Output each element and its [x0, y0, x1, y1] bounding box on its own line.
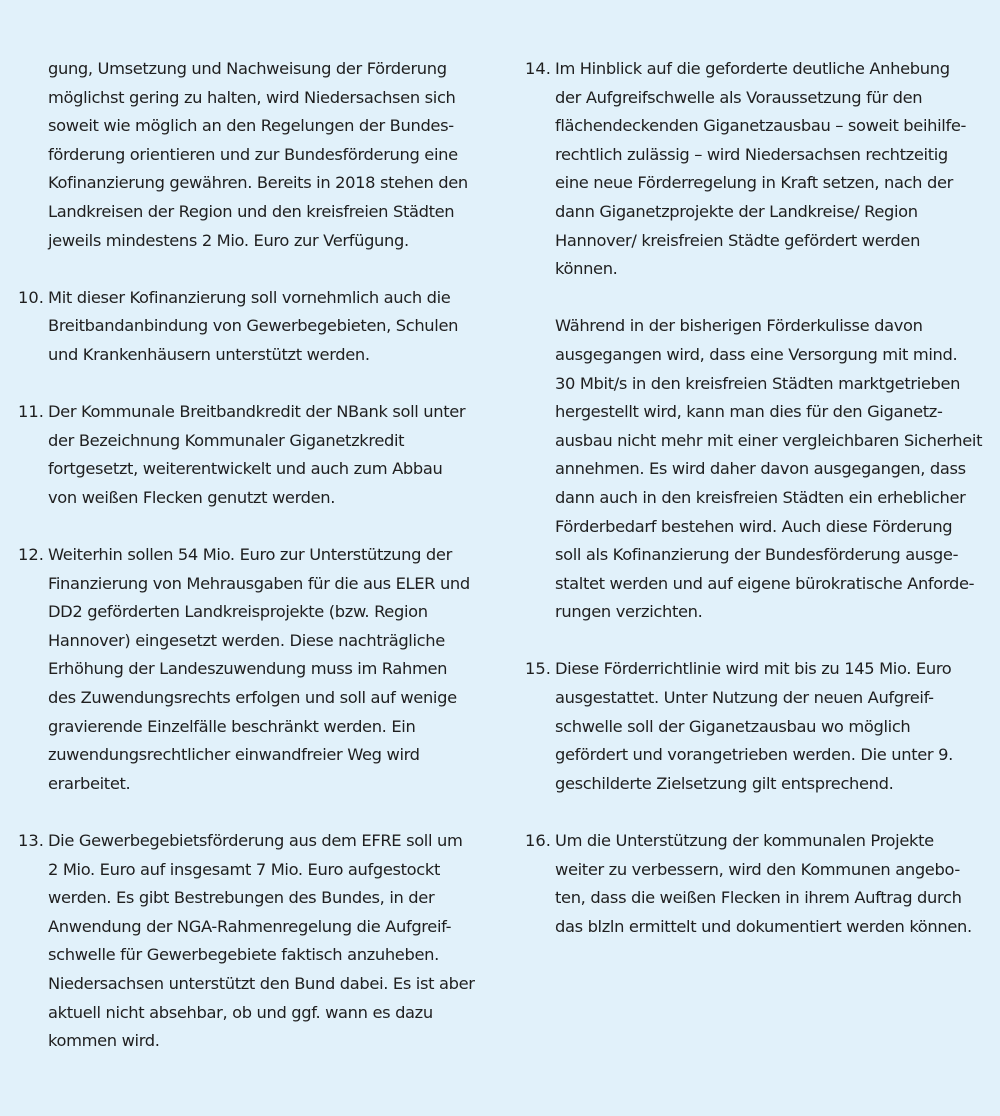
text-line: das blzln ermittelt und dokumentiert werden können. — [555, 916, 972, 936]
item-body — [48, 398, 488, 512]
item-number: 16. — [525, 831, 551, 851]
text-line: 2 Mio. Euro auf insgesamt 7 Mio. Euro aufgestockt — [48, 859, 440, 879]
list-item — [18, 284, 488, 370]
text-line: Die Gewerbegebietsförderung aus dem EFRE soll um — [48, 831, 463, 851]
text-line: weiter zu verbessern, wird den Kommunen angebo- — [555, 859, 960, 879]
text-line: ausgestattet. Unter Nutzung der neuen Aufgreif- — [555, 688, 934, 708]
item-number: 14. — [525, 59, 551, 78]
item-number: 10. — [18, 287, 44, 307]
text-line: gravierende Einzelfälle beschränkt werden. Ein — [48, 716, 416, 736]
text-line: dann Giganetzprojekte der Landkreise/ Region — [555, 201, 918, 221]
text-line: Landkreisen der Region und den kreisfreien Städten — [48, 201, 455, 221]
text-line: Der Kommunale Breitbandkredit der NBank soll unter — [48, 402, 466, 422]
paragraph — [555, 655, 995, 798]
item-number: 15. — [525, 659, 551, 679]
text-line: können. — [555, 259, 618, 279]
list-item — [525, 655, 995, 798]
item-body — [48, 284, 488, 370]
text-line: förderung orientieren und zur Bundesförderung eine — [48, 144, 458, 164]
paragraph — [48, 398, 488, 512]
text-line: eine neue Förderregelung in Kraft setzen, nach der — [555, 173, 953, 193]
text-line: der Bezeichnung Kommunaler Giganetzkredit — [48, 430, 405, 450]
list-item — [18, 55, 488, 255]
text-line: staltet werden und auf eigene bürokratische Anforde- — [555, 573, 975, 593]
text-line: aktuell nicht absehbar, ob und ggf. wann es dazu — [48, 1002, 433, 1022]
text-line: rungen verzichten. — [555, 602, 703, 622]
paragraph — [48, 284, 488, 370]
text-line: soweit wie möglich an den Regelungen der Bundes- — [48, 116, 454, 136]
paragraph — [48, 827, 488, 1056]
item-number: 11. — [18, 402, 44, 422]
text-line: von weißen Flecken genutzt werden. — [48, 487, 336, 507]
list-item — [18, 541, 488, 798]
text-line: ten, dass die weißen Flecken in ihrem Auftrag durch — [555, 888, 962, 908]
list-item — [525, 827, 995, 941]
text-line: ausbau nicht mehr mit einer vergleichbaren Sicherheit — [555, 430, 983, 450]
item-number: 13. — [18, 831, 44, 851]
paragraph-gap — [555, 284, 995, 313]
item-body — [555, 655, 995, 798]
text-line: Niedersachsen unterstützt den Bund dabei. Es ist aber — [48, 974, 475, 993]
left-column — [18, 55, 488, 1084]
paragraph — [48, 55, 488, 255]
text-line: 30 Mbit/s in den kreisfreien Städten marktgetrieben — [555, 373, 961, 393]
text-line: zuwendungsrechtlicher einwandfreier Weg wird — [48, 745, 420, 765]
text-line: des Zuwendungsrechts erfolgen und soll auf wenige — [48, 688, 457, 708]
text-line: soll als Kofinanzierung der Bundesförderung ausge- — [555, 545, 959, 565]
list-item — [525, 55, 995, 627]
text-line: geschilderte Zielsetzung gilt entsprechend. — [555, 773, 894, 793]
right-column — [525, 55, 995, 970]
item-body — [48, 827, 488, 1056]
item-number — [18, 55, 48, 255]
text-line: werden. Es gibt Bestrebungen des Bundes, in der — [48, 888, 435, 908]
text-line: Weiterhin sollen 54 Mio. Euro zur Unterstützung der — [48, 545, 452, 565]
text-line: Erhöhung der Landeszuwendung muss im Rahmen — [48, 659, 448, 679]
text-line: erarbeitet. — [48, 773, 131, 793]
text-line: Hannover) eingesetzt werden. Diese nachträgliche — [48, 630, 445, 650]
text-line: Kofinanzierung gewähren. Bereits in 2018 stehen den — [48, 173, 468, 193]
text-line: der Aufgreifschwelle als Voraussetzung für den — [555, 87, 923, 107]
text-line: ausgegangen wird, dass eine Versorgung mit mind. — [555, 344, 958, 364]
list-item — [18, 827, 488, 1056]
item-number: 12. — [18, 545, 44, 565]
text-line: Hannover/ kreisfreien Städte gefördert werden — [555, 230, 921, 250]
text-line: Während in der bisherigen Förderkulisse davon — [555, 316, 923, 336]
list-item — [18, 398, 488, 512]
text-line: kommen wird. — [48, 1031, 160, 1051]
text-line: Anwendung der NGA-Rahmenregelung die Aufgreif- — [48, 916, 452, 936]
text-line: gung, Umsetzung und Nachweisung der Förderung — [48, 59, 447, 78]
text-line: Um die Unterstützung der kommunalen Projekte — [555, 831, 934, 851]
paragraph — [48, 541, 488, 798]
text-line: und Krankenhäusern unterstützt werden. — [48, 344, 370, 364]
text-line: Förderbedarf bestehen wird. Auch diese Förderung — [555, 516, 953, 536]
paragraph — [555, 312, 995, 627]
item-body — [555, 827, 995, 941]
text-line: hergestellt wird, kann man dies für den Giganetz- — [555, 402, 943, 422]
text-line: Finanzierung von Mehrausgaben für die aus ELER und — [48, 573, 470, 593]
text-line: schwelle für Gewerbegebiete faktisch anzuheben. — [48, 945, 439, 965]
paragraph — [555, 55, 995, 284]
item-body — [48, 55, 488, 255]
text-line: DD2 geförderten Landkreisprojekte (bzw. Region — [48, 602, 428, 622]
text-line: Im Hinblick auf die geforderte deutliche Anhebung — [555, 59, 950, 78]
item-body — [555, 55, 995, 627]
text-line: schwelle soll der Giganetzausbau wo möglich — [555, 716, 911, 736]
text-line: flächendeckenden Giganetzausbau – soweit beihilfe- — [555, 116, 967, 136]
text-line: Diese Förderrichtlinie wird mit bis zu 145 Mio. Euro — [555, 659, 952, 679]
text-line: Breitbandanbindung von Gewerbegebieten, Schulen — [48, 316, 459, 336]
text-line: dann auch in den kreisfreien Städten ein erheblicher — [555, 487, 966, 507]
item-body — [48, 541, 488, 798]
text-line: gefördert und vorangetrieben werden. Die unter 9. — [555, 745, 953, 765]
text-line: annehmen. Es wird daher davon ausgegangen, dass — [555, 459, 966, 479]
paragraph — [555, 827, 995, 941]
text-line: jeweils mindestens 2 Mio. Euro zur Verfügung. — [48, 230, 409, 250]
text-line: Mit dieser Kofinanzierung soll vornehmlich auch die — [48, 287, 451, 307]
text-line: möglichst gering zu halten, wird Niedersachsen sich — [48, 87, 456, 107]
text-line: fortgesetzt, weiterentwickelt und auch zum Abbau — [48, 459, 443, 479]
text-line: rechtlich zulässig – wird Niedersachsen rechtzeitig — [555, 144, 948, 164]
